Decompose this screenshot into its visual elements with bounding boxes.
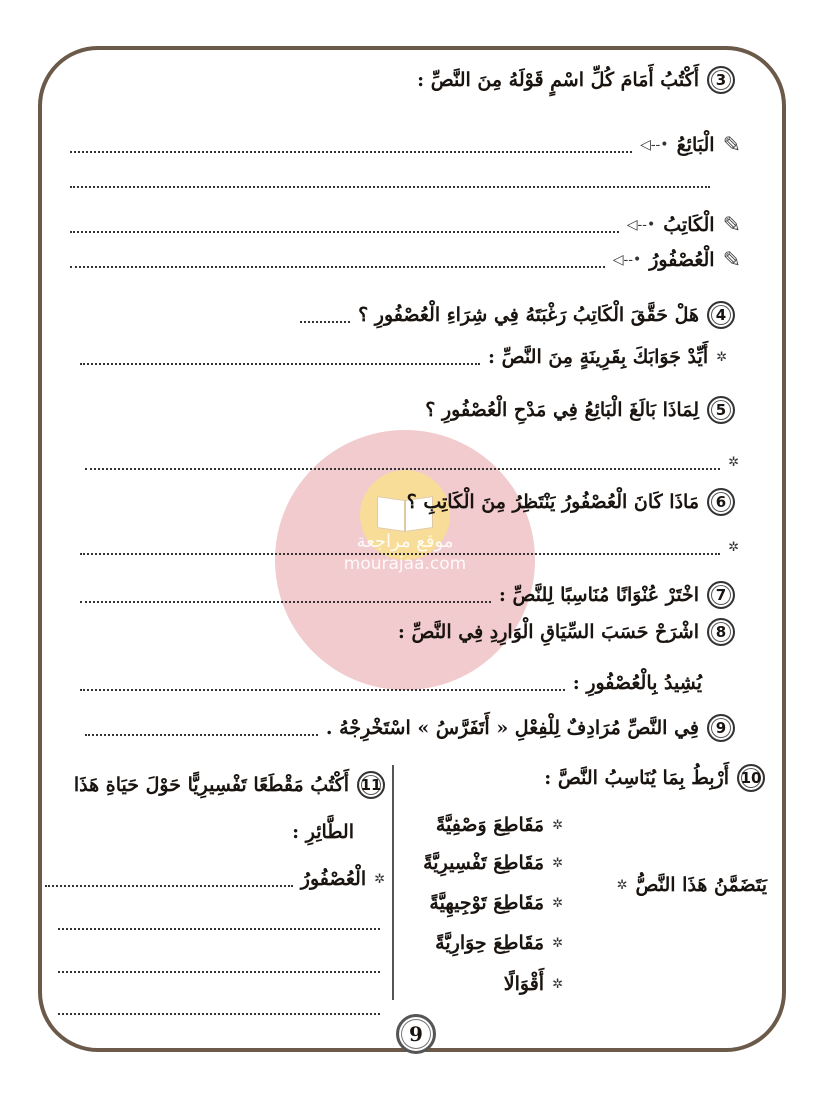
question-4: [300, 298, 735, 332]
arrow-icon: •--◁: [640, 137, 669, 153]
question-6: [407, 485, 735, 519]
question-9: [85, 711, 735, 745]
question-number: 4: [707, 301, 735, 329]
item-label: الْعُصْفُورُ: [649, 249, 715, 271]
question-text: أَرْبِطُ بِمَا يُنَاسِبُ النَّصَّ :: [544, 767, 729, 789]
answer-line[interactable]: [58, 928, 380, 930]
question-number: 8: [707, 618, 735, 646]
question-8: [398, 615, 735, 649]
match-option: [435, 926, 563, 960]
bullet-icon[interactable]: ✲: [552, 976, 563, 992]
bullet-icon[interactable]: ✲: [552, 895, 563, 911]
question-text: هَلْ حَقَّقَ الْكَاتِبُ رَغْبَتَهُ فِي شِرَاءِ الْعُصْفُورِ ؟: [358, 304, 699, 326]
answer-line[interactable]: [80, 553, 720, 555]
question-text: أَكْتُبُ أَمَامَ كُلِّ اسْمٍ قَوْلَهُ مِنَ النَّصِّ :: [417, 69, 699, 91]
question-text: الطَّائِرِ :: [292, 821, 354, 843]
question-number: 9: [707, 714, 735, 742]
answer-line[interactable]: [70, 266, 605, 268]
question-text: اشْرَحْ حَسَبَ السِّيَاقِ الْوَارِدِ فِي النَّصِّ :: [397, 621, 699, 643]
question-text: يُشِيدُ بِالْعُصْفُورِ :: [572, 672, 702, 694]
question-text: مَاذَا كَانَ الْعُصْفُورُ يَنْتَظِرُ مِنَ الْكَاتِبِ ؟: [406, 491, 699, 513]
question-5: [425, 393, 735, 427]
option-label: مَقَاطِعَ تَوْجِيهِيَّةً: [429, 892, 545, 914]
question-4-sub: [80, 340, 727, 374]
watermark-arabic: موقع مراجعة: [356, 531, 454, 552]
answer-row-continued: [70, 163, 710, 197]
bullet-icon[interactable]: ✲: [552, 855, 563, 871]
question-text: أَكْتُبُ مَقْطَعًا تَفْسِيرِيًّا حَوْلَ حَيَاةِ هَذَا: [73, 774, 349, 796]
match-left-item: [617, 868, 767, 902]
answer-line[interactable]: [300, 321, 350, 323]
question-number: 5: [707, 396, 735, 424]
option-label: مَقَاطِعَ حِوَارِيَّةً: [435, 932, 545, 954]
answer-row: [58, 948, 380, 982]
question-3: [417, 63, 735, 97]
answer-line[interactable]: [70, 186, 710, 188]
item-label: الْعُصْفُورُ: [300, 868, 367, 890]
answer-row-sparrow: [70, 243, 741, 277]
match-option: [423, 846, 563, 880]
question-number: 11: [357, 771, 385, 799]
match-option: [436, 808, 563, 842]
bullet-icon: ✲: [374, 871, 385, 887]
answer-line[interactable]: [58, 1013, 380, 1015]
match-option: [429, 886, 563, 920]
answer-line[interactable]: [70, 151, 632, 153]
question-10: [544, 761, 765, 795]
match-prompt: يَتَضَمَّنُ هَذَا النَّصُّ: [635, 874, 767, 896]
answer-row-sparrow: [45, 862, 385, 896]
bullet-icon[interactable]: ✲: [552, 817, 563, 833]
pencil-icon: ✎: [722, 247, 741, 273]
watermark-url: mourajaa.com: [343, 554, 467, 574]
column-divider: [392, 765, 394, 1000]
question-text: اخْتَرْ عُنْوَانًا مُنَاسِبًا لِلنَّصِّ :: [498, 584, 699, 606]
bullet-icon[interactable]: ✲: [552, 935, 563, 951]
answer-row-writer: [70, 208, 741, 242]
option-label: أَقْوَالًا: [503, 973, 545, 995]
question-text: أَيِّدْ جَوَابَكَ بِقَرِينَةٍ مِنَ النَّصِّ :: [488, 346, 709, 368]
pencil-icon: ✎: [722, 212, 741, 238]
item-label: الْكَاتِبُ: [663, 214, 715, 236]
question-text: فِي النَّصِّ مُرَادِفٌ لِلْفِعْلِ « أَتَفَرَّسُ » اسْتَخْرِجْهُ .: [325, 717, 699, 739]
answer-row: [58, 905, 380, 939]
option-label: مَقَاطِعَ وَصْفِيَّةً: [435, 814, 545, 836]
answer-line[interactable]: [80, 601, 491, 603]
answer-line[interactable]: [85, 734, 318, 736]
question-7: [80, 578, 735, 612]
question-11: [74, 768, 385, 802]
item-label: الْبَائِعُ: [676, 134, 715, 156]
question-number: 7: [707, 581, 735, 609]
page-number: 9: [396, 1014, 436, 1054]
pencil-icon: ✎: [722, 132, 741, 158]
arrow-icon: •--◁: [626, 217, 656, 233]
answer-line[interactable]: [58, 971, 380, 973]
bullet-icon: ✲: [728, 454, 739, 470]
bullet-icon[interactable]: ✲: [616, 877, 628, 893]
question-number: 10: [737, 764, 765, 792]
answer-row: [85, 445, 739, 479]
answer-row: [80, 530, 739, 564]
question-number: 6: [707, 488, 735, 516]
option-label: مَقَاطِعَ تَفْسِيرِيَّةً: [423, 852, 545, 874]
question-11-cont: [292, 815, 354, 849]
answer-line[interactable]: [80, 689, 565, 691]
match-option: [504, 967, 563, 1001]
bullet-icon: ✲: [716, 349, 727, 365]
answer-line[interactable]: [80, 363, 480, 365]
answer-row-seller: [70, 128, 741, 162]
answer-line[interactable]: [85, 468, 720, 470]
question-text: لِمَاذَا بَالَغَ الْبَائِعُ فِي مَدْحِ الْعُصْفُورِ ؟: [425, 399, 699, 421]
answer-line[interactable]: [45, 885, 293, 887]
arrow-icon: •--◁: [612, 252, 642, 268]
question-8-sub: [80, 666, 702, 700]
answer-line[interactable]: [70, 231, 619, 233]
answer-row: [58, 990, 380, 1024]
bullet-icon: ✲: [728, 539, 739, 555]
question-number: 3: [707, 66, 735, 94]
